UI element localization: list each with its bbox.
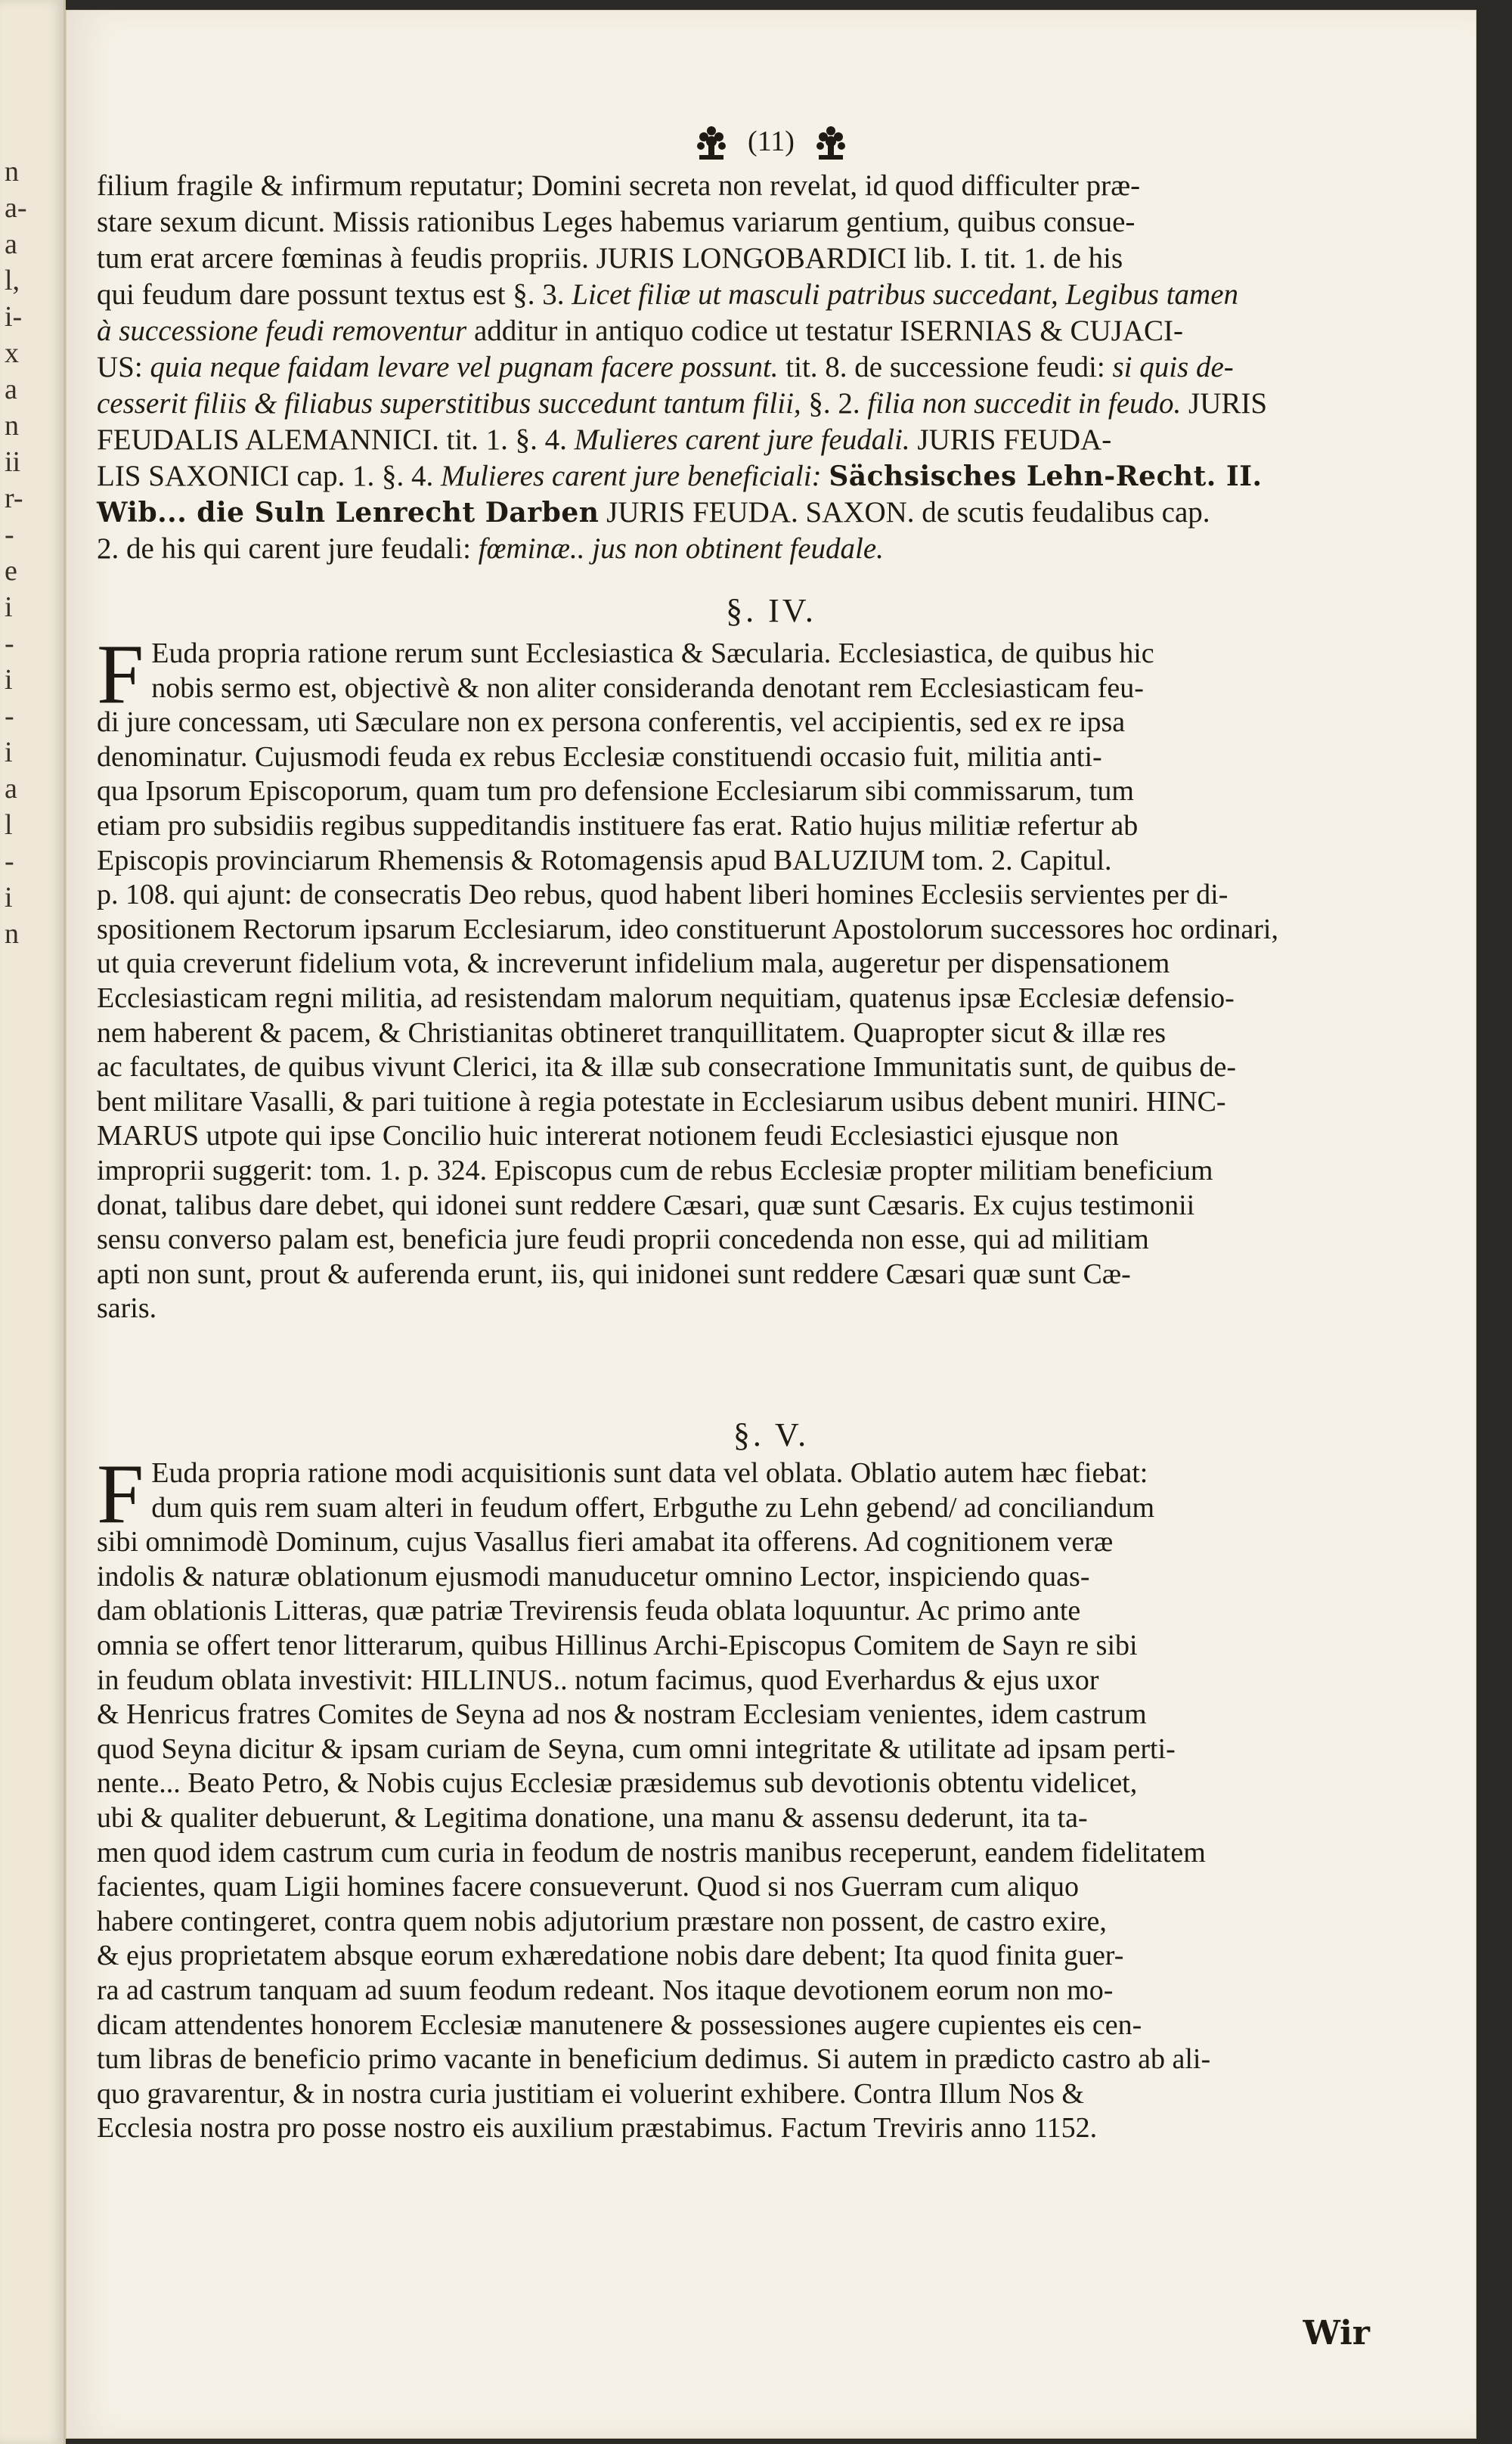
text-line: quod Seyna dicitur & ipsam curiam de Seyna, cum omni integritate & utilitate ad ipsam perti- [97, 1732, 1176, 1765]
section-4-body [97, 628, 1368, 1326]
text-line: indolis & naturæ oblationum ejusmodi manuducetur omnino Lector, inspiciendo quas- [97, 1560, 1090, 1593]
previous-page-fragment: n [5, 410, 19, 442]
text-line: p. 108. qui ajunt: de consecratis Deo rebus, quod habent liberi homines Ecclesiis servientes per di- [97, 879, 1228, 911]
text-line: Ecclesiasticam regni militia, ad resistendam malorum nequitiam, quatenus ipsæ Ecclesiæ defensio- [97, 982, 1235, 1014]
text-line: & ejus proprietatem absque eorum exhæredatione nobis dare debent; Ita quod finita guer- [97, 1940, 1124, 1972]
text-line: ut quia creverunt fidelium vota, & increverunt infidelium mala, augeretur per dispensationem [97, 948, 1170, 980]
text-line: stare sexum dicunt. Missis rationibus Leges habemus variarum gentium, quibus consue- [97, 206, 1136, 238]
previous-page-fragment: r- [5, 482, 23, 514]
text-line: 2. de his qui carent jure feudali: fœminæ.. jus non obtinent feudale. [97, 532, 884, 565]
previous-page-fragment: i [5, 591, 13, 623]
page-number: (11) [748, 126, 795, 157]
text-line: facientes, quam Ligii homines facere consueverunt. Quod si nos Guerram cum aliquo [97, 1871, 1079, 1903]
text-line: denominatur. Cujusmodi feuda ex rebus Ecclesiæ constituendi occasio fuit, militia anti- [97, 740, 1102, 773]
text-line: Episcopis provinciarum Rhemensis & Rotomagensis apud BALUZIUM tom. 2. Capitul. [97, 844, 1112, 876]
text-line: dicam attendentes honorem Ecclesiæ manutenere & possessiones augere cupientes eis cen- [97, 2008, 1142, 2041]
previous-page-fragment: i- [5, 301, 23, 333]
text-line: Ecclesia nostra pro posse nostro eis auxilium præstabimus. Factum Treviris anno 1152. [97, 2112, 1098, 2145]
section-4-heading: §. IV. [726, 592, 816, 629]
previous-page-fragment: e [5, 555, 17, 587]
text-line: in feudum oblata investivit: HILLINUS.. notum facimus, quod Everhardus & ejus uxor [97, 1664, 1099, 1696]
previous-page-fragment: a [5, 374, 17, 405]
text-line: Euda propria ratione rerum sunt Ecclesiastica & Sæcularia. Ecclesiastica, de quibus hic [151, 637, 1154, 669]
previous-page-fragment: - [5, 845, 14, 877]
text-line: improprii suggerit: tom. 1. p. 324. Episcopus cum de rebus Ecclesiæ propter militiam beneficium [97, 1154, 1213, 1186]
text-line: dum quis rem suam alteri in feudum offert, Erbguthe zu Lehn gebend/ ad conciliandum [151, 1491, 1155, 1524]
previous-page-fragment: - [5, 519, 14, 551]
previous-page-fragment: i [5, 882, 13, 913]
previous-page-fragment: x [5, 337, 19, 369]
previous-page-fragment: ii [5, 446, 21, 478]
text-line: tum libras de beneficio primo vacante in beneficium dedimus. Si autem in prædicto castro ab ali- [97, 2043, 1211, 2076]
text-line: ra ad castrum tanquam ad suum feodum redeant. Nos itaque devotionem eorum non mo- [97, 1974, 1114, 2006]
text-line: ubi & qualiter debuerunt, & Legitima donatione, una manu & assensu dederunt, ita ta- [97, 1801, 1088, 1834]
right-ornament-icon [811, 123, 850, 163]
page-header [67, 123, 1476, 163]
text-line: sensu converso palam est, beneficia jure feudi proprii concedenda non esse, qui ad militiam [97, 1224, 1149, 1256]
text-line: dam oblationis Litteras, quæ patriæ Trevirensis feuda oblata loquuntur. Ac primo ante [97, 1595, 1081, 1627]
text-line: cesserit filiis & filiabus superstitibus succedunt tantum filii, §. 2. filia non succedit in feudo. JURIS [97, 387, 1268, 420]
section-5-heading: §. V. [733, 1416, 810, 1453]
text-line: sibi omnimodè Dominum, cujus Vasallus fieri amabat ita offerens. Ad cognitionem veræ [97, 1526, 1114, 1559]
previous-page-fragment: l [5, 809, 13, 841]
previous-page-fragment: l, [5, 265, 20, 296]
text-line: quo gravarentur, & in nostra curia justitiam ei voluerint exhibere. Contra Illum Nos & [97, 2077, 1084, 2110]
previous-page-fragment: - [5, 700, 14, 732]
text-line: nobis sermo est, objectivè & non aliter considerandа denotant rem Ecclesiasticam feu- [151, 671, 1144, 704]
text-line: à successione feudi removentur additur in antiquo codice ut testatur ISERNIAS & CUJACI- [97, 315, 1183, 347]
previous-page-edge [0, 0, 66, 2444]
previous-page-fragment: - [5, 628, 14, 659]
text-line: LIS SAXONICI cap. 1. §. 4. Mulieres carent jure beneficiali: Sächsisches Lehn-Recht. II. [97, 460, 1263, 492]
previous-page-fragment: a [5, 228, 17, 260]
text-line: apti non sunt, prout & auferenda erunt, iis, qui inidonei sunt reddere Cæsari quæ sunt Cæ- [97, 1258, 1131, 1290]
text-line: Euda propria ratione modi acquisitionis sunt data vel oblata. Oblatio autem hæc fiebat: [151, 1457, 1148, 1489]
text-line: FEUDALIS ALEMANNICI. tit. 1. §. 4. Mulieres carent jure feudali. JURIS FEUDA- [97, 423, 1112, 456]
text-line: spositionem Rectorum ipsarum Ecclesiarum, ideo constituerunt Apostolorum successores hoc ordinari, [97, 913, 1278, 945]
text-line: US: quia neque faidam levare vel pugnam facere possunt. tit. 8. de successione feudi: si quis de- [97, 351, 1234, 383]
text-line: donat, talibus dare debet, qui idonei sunt reddere Cæsari, quæ sunt Cæsaris. Ex cujus testimonii [97, 1189, 1195, 1221]
previous-page-fragment: i [5, 737, 13, 768]
text-line: MARUS utpote qui ipse Concilio huic intererat notionem feudi Ecclesiastici ejusque non [97, 1120, 1119, 1152]
text-line: ac facultates, de quibus vivunt Clerici, ita & illæ sub consecratione Immunitatis sunt, de quibus de- [97, 1051, 1237, 1084]
text-line: omnia se offert tenor litterarum, quibus Hillinus Archi-Episcopus Comitem de Sayn re sibi [97, 1629, 1138, 1661]
text-line: nem haberent & pacem, & Christianitas obtineret tranquillitatem. Quapropter sicut & illæ res [97, 1016, 1167, 1049]
text-line: nente... Beato Petro, & Nobis cujus Ecclesiæ præsidemus sub devotionis obtentu videlicet, [97, 1767, 1138, 1800]
text-line: tum erat arcere fœminas à feudis propriis. JURIS LONGOBARDICI lib. I. tit. 1. de his [97, 242, 1123, 274]
text-line: filium fragile & infirmum reputatur; Domini secreta non revelat, id quod difficulter præ- [97, 169, 1141, 202]
book-page [67, 11, 1476, 2438]
text-line: & Henricus fratres Comites de Seyna ad nos & nostram Ecclesiam venientes, idem castrum [97, 1698, 1147, 1731]
previous-page-fragment: a- [5, 192, 27, 224]
section-3-continuation [97, 168, 1368, 567]
drop-cap: F [97, 628, 144, 721]
text-line: qua Ipsorum Episcoporum, quam tum pro defensione Ecclesiarum sibi commissarum, tum [97, 775, 1134, 808]
drop-cap: F [97, 1447, 144, 1541]
text-line: saris. [97, 1292, 157, 1325]
text-line: Wib... die Suln Lenrecht Darben JURIS FEUDA. SAXON. de scutis feudalibus cap. [97, 496, 1210, 529]
text-line: men quod idem castrum cum curia in feodum de nostris manibus receperunt, eandem fidelitatem [97, 1836, 1206, 1869]
previous-page-fragment: i [5, 664, 13, 696]
text-line: habere contingeret, contra quem nobis adjutorium præstare non possent, de castro exire, [97, 1905, 1107, 1937]
previous-page-fragment: a [5, 773, 17, 805]
section-5-body [97, 1447, 1368, 2146]
text-line: qui feudum dare possunt textus est §. 3. Licet filiæ ut masculi patribus succedant, Legibus tamen [97, 278, 1239, 311]
previous-page-fragment: n [5, 156, 19, 188]
catchword: Wir [1303, 2314, 1370, 2353]
left-ornament-icon [692, 123, 731, 163]
text-line: bent militare Vasalli, & pari tuitione à regia potestate in Ecclesiarum usibus debent muniri. HINC- [97, 1085, 1226, 1118]
text-line: etiam pro subsidiis regibus suppeditandis instituere fas erat. Ratio hujus militiæ refertur ab [97, 809, 1139, 842]
previous-page-fragment: n [5, 918, 19, 950]
text-line: di jure concessam, uti Sæculare non ex persona conferentis, vel accipientis, sed ex re ipsa [97, 706, 1126, 739]
